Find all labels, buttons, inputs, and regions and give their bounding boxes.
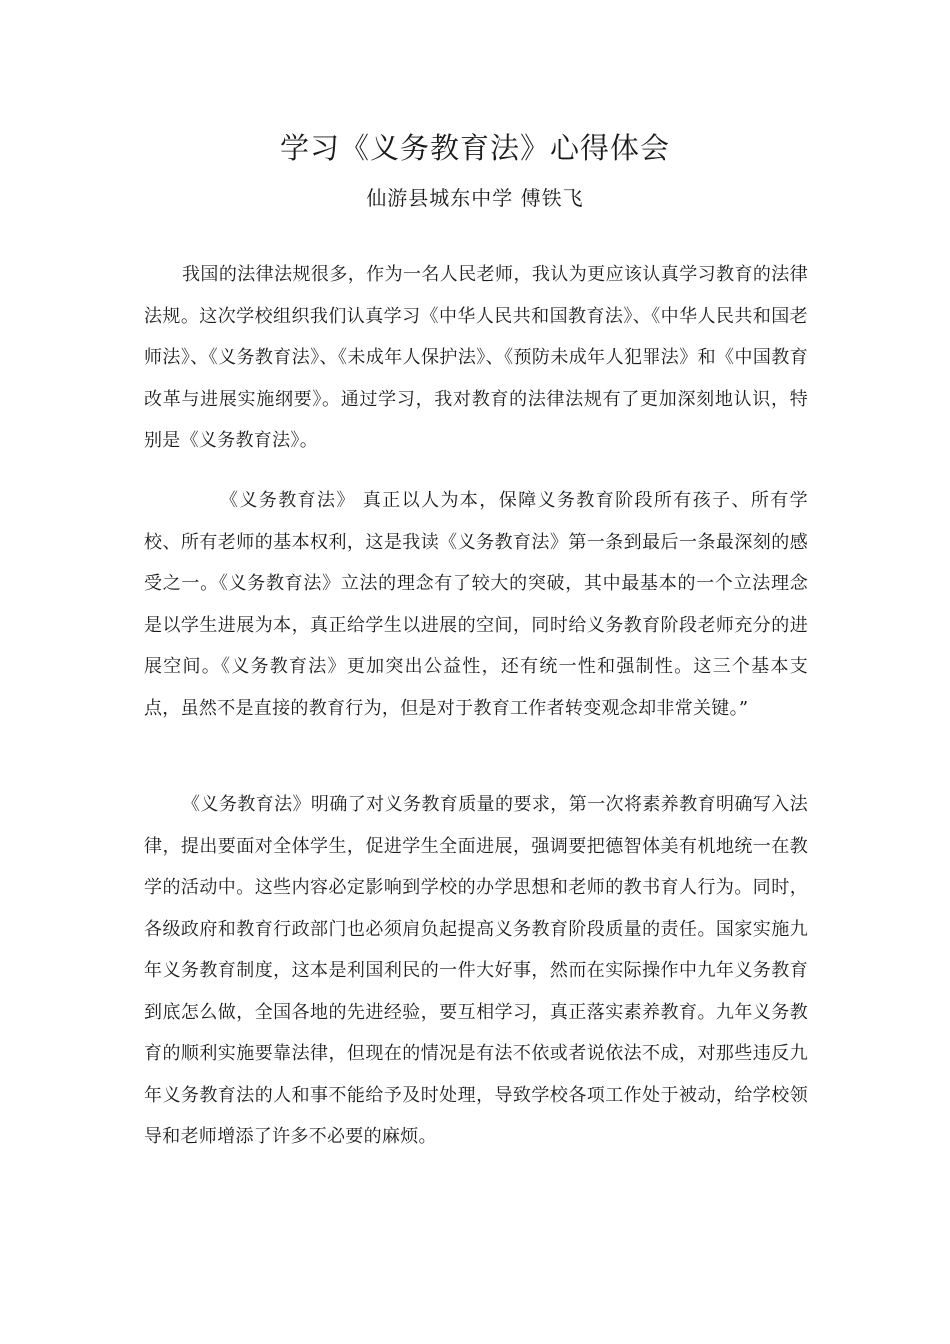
document-title: 学习《义务教育法》心得体会 bbox=[279, 131, 670, 165]
paragraph-2: 《义务教育法》 真正以人为本，保障义务教育阶段所有孩子、所有学校、所有老师的基本权利，这是我读《义务教育法》第一条到最后一条最深刻的感受之一。《义务教育法》立法的理念有了较大的突破，其中最基本的一个立法理念是以学生进展为本，真正给学生以进展的空间，同时给义务教育阶段老师充分的进展空间。《义务教育法》更加突出公益性，还有统一性和强制性。这三个基本支点，虽然不是直接的教育行为，但是对于教育工作者转变观念却非常关键。” bbox=[144, 490, 808, 719]
paragraph-3: 《义务教育法》明确了对义务教育质量的要求，第一次将素养教育明确写入法律，提出要面对全体学生，促进学生全面进展，强调要把德智体美有机地统一在教学的活动中。这些内容必定影响到学校的办学思想和老师的教书育人行为。同时，各级政府和教育行政部门也必须肩负起提高义务教育阶段质量的责任。国家实施九年义务教育制度，这本是利国利民的一件大好事，然而在实际操作中九年义务教育到底怎么做，全国各地的先进经验，要互相学习，真正落实素养教育。九年义务教育的顺利实施要靠法律，但现在的情况是有法不依或者说依法不成，对那些违反九年义务教育法的人和事不能给予及时处理，导致学校各项工作处于被动，给学校领导和老师增添了许多不必要的麻烦。 bbox=[144, 794, 808, 1147]
paragraph-1: 我国的法律法规很多，作为一名人民老师，我认为更应该认真学习教育的法律法规。这次学校组织我们认真学习《中华人民共和国教育法》、《中华人民共和国老师法》、《义务教育法》、《未成年人保护法》、《预防未成年人犯罪法》和《中国教育改革与进展实施纲要》。通过学习，我对教育的法律法规有了更加深刻地认识，特别是《义务教育法》。 bbox=[144, 264, 808, 451]
document-author: 仙游县城东中学 傅铁飞 bbox=[366, 186, 584, 210]
